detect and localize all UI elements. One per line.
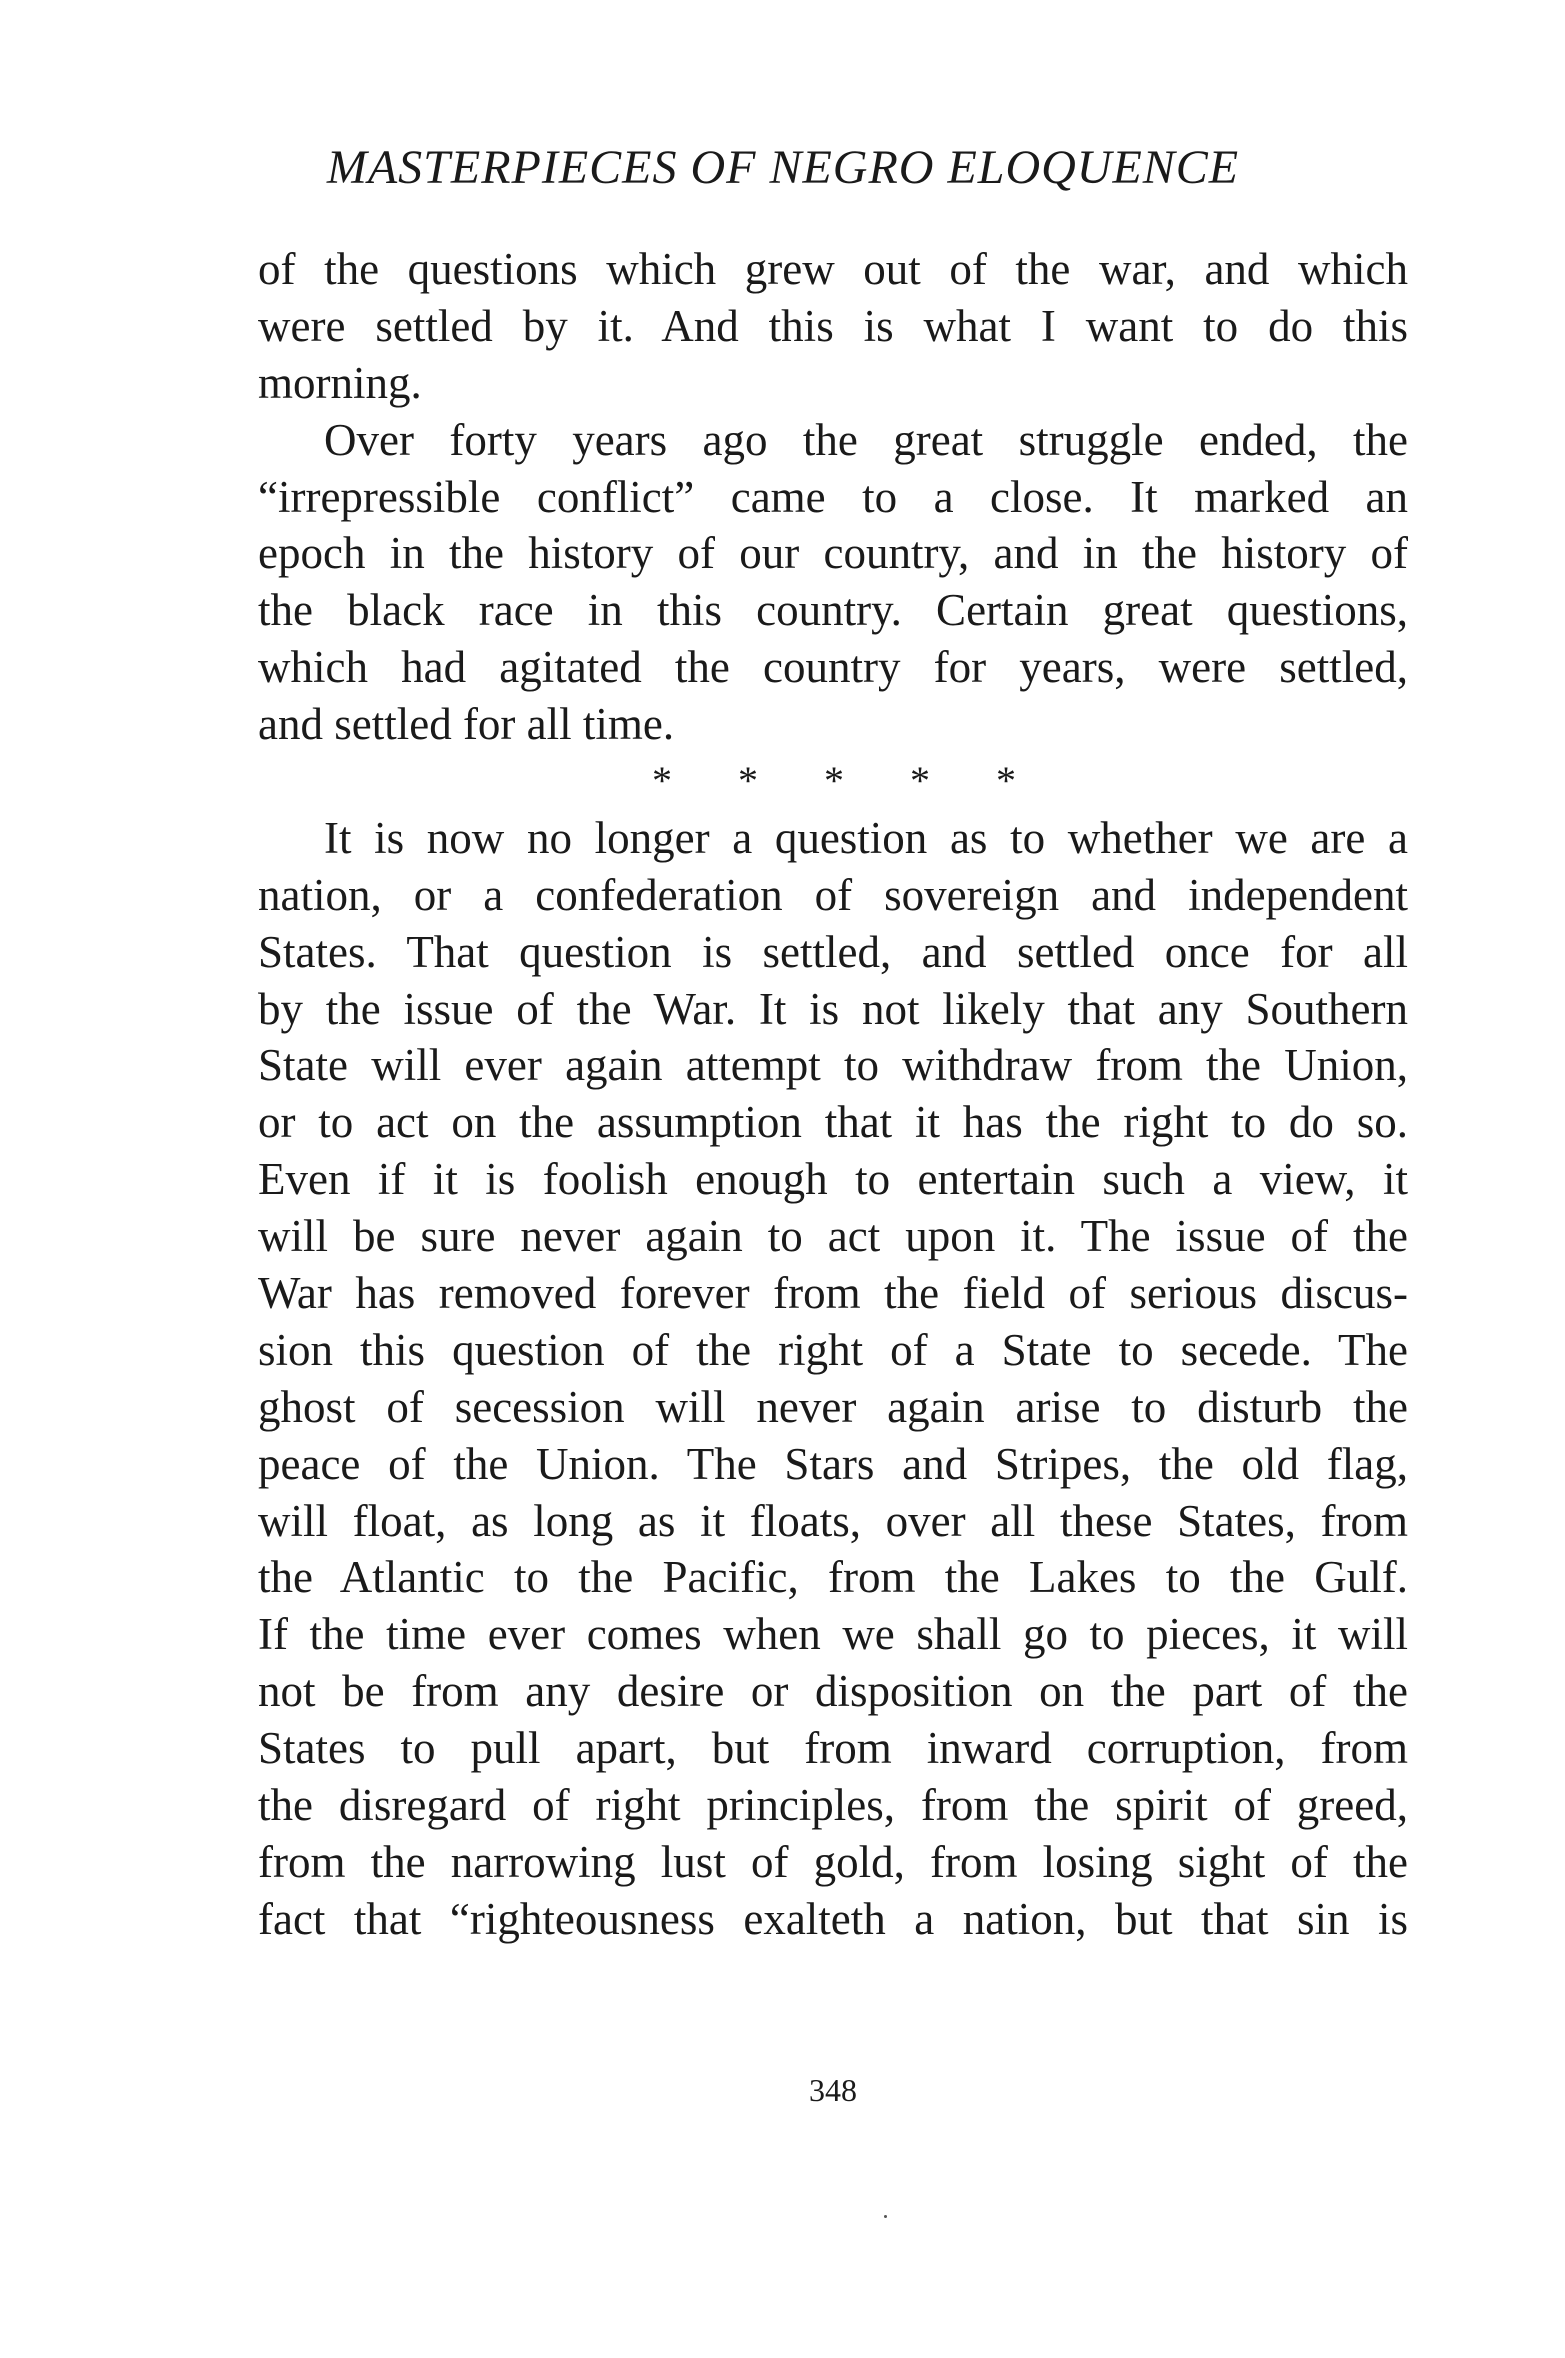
- text-line: or to act on the assumption that it has the right to do so.: [258, 1097, 1408, 1148]
- paragraph-first-line: Over forty years ago the great struggle ended, the: [324, 414, 1408, 465]
- body-text: [258, 241, 1408, 1948]
- text-line: of the questions which grew out of the war, and which: [258, 244, 1408, 294]
- text-line: If the time ever comes when we shall go to pieces, it will: [258, 1609, 1408, 1660]
- text-line: ghost of secession will never again arise to disturb the: [258, 1381, 1408, 1432]
- text-line: not be from any desire or disposition on the part of the: [258, 1666, 1408, 1717]
- text-line: were settled by it. And this is what I want to do this: [258, 300, 1408, 351]
- text-line: the black race in this country. Certain great questions,: [258, 585, 1408, 636]
- text-line: States to pull apart, but from inward corruption, from: [258, 1723, 1408, 1774]
- text-line: War has removed forever from the field of serious discus-: [258, 1268, 1408, 1319]
- text-line: by the issue of the War. It is not likely that any Southern: [258, 983, 1408, 1034]
- text-line: the Atlantic to the Pacific, from the Lakes to the Gulf.: [258, 1552, 1408, 1603]
- text-line: will be sure never again to act upon it. The issue of the: [258, 1211, 1408, 1262]
- text-line: the disregard of right principles, from the spirit of greed,: [258, 1780, 1408, 1831]
- text-line: “irrepressible conflict” came to a close. It marked an: [258, 471, 1408, 522]
- text-line: nation, or a confederation of sovereign and independent: [258, 869, 1408, 920]
- text-line: will float, as long as it floats, over all these States, from: [258, 1495, 1408, 1546]
- text-line: fact that “righteousness exalteth a nation, but that sin is: [258, 1893, 1408, 1944]
- text-line: and settled for all time.: [258, 699, 675, 750]
- running-head: MASTERPIECES OF NEGRO ELOQUENCE: [326, 141, 1240, 194]
- text-line: peace of the Union. The Stars and Stripes, the old flag,: [258, 1438, 1408, 1489]
- paragraph-first-line: It is now no longer a question as to whether we are a: [324, 812, 1408, 863]
- text-line: morning.: [258, 357, 422, 408]
- text-line: epoch in the history of our country, and in the history of: [258, 528, 1408, 579]
- text-line: State will ever again attempt to withdraw from the Union,: [258, 1040, 1408, 1091]
- page-number: 348: [809, 2072, 857, 2108]
- text-line: from the narrowing lust of gold, from losing sight of the: [258, 1836, 1408, 1887]
- scan-speck: [884, 2215, 887, 2218]
- text-line: sion this question of the right of a State to secede. The: [258, 1324, 1408, 1375]
- text-line: States. That question is settled, and settled once for all: [258, 926, 1408, 977]
- text-line: Even if it is foolish enough to entertain such a view, it: [258, 1154, 1408, 1205]
- text-line: which had agitated the country for years, were settled,: [258, 642, 1408, 693]
- section-break-asterisks: * * * * *: [652, 758, 1044, 804]
